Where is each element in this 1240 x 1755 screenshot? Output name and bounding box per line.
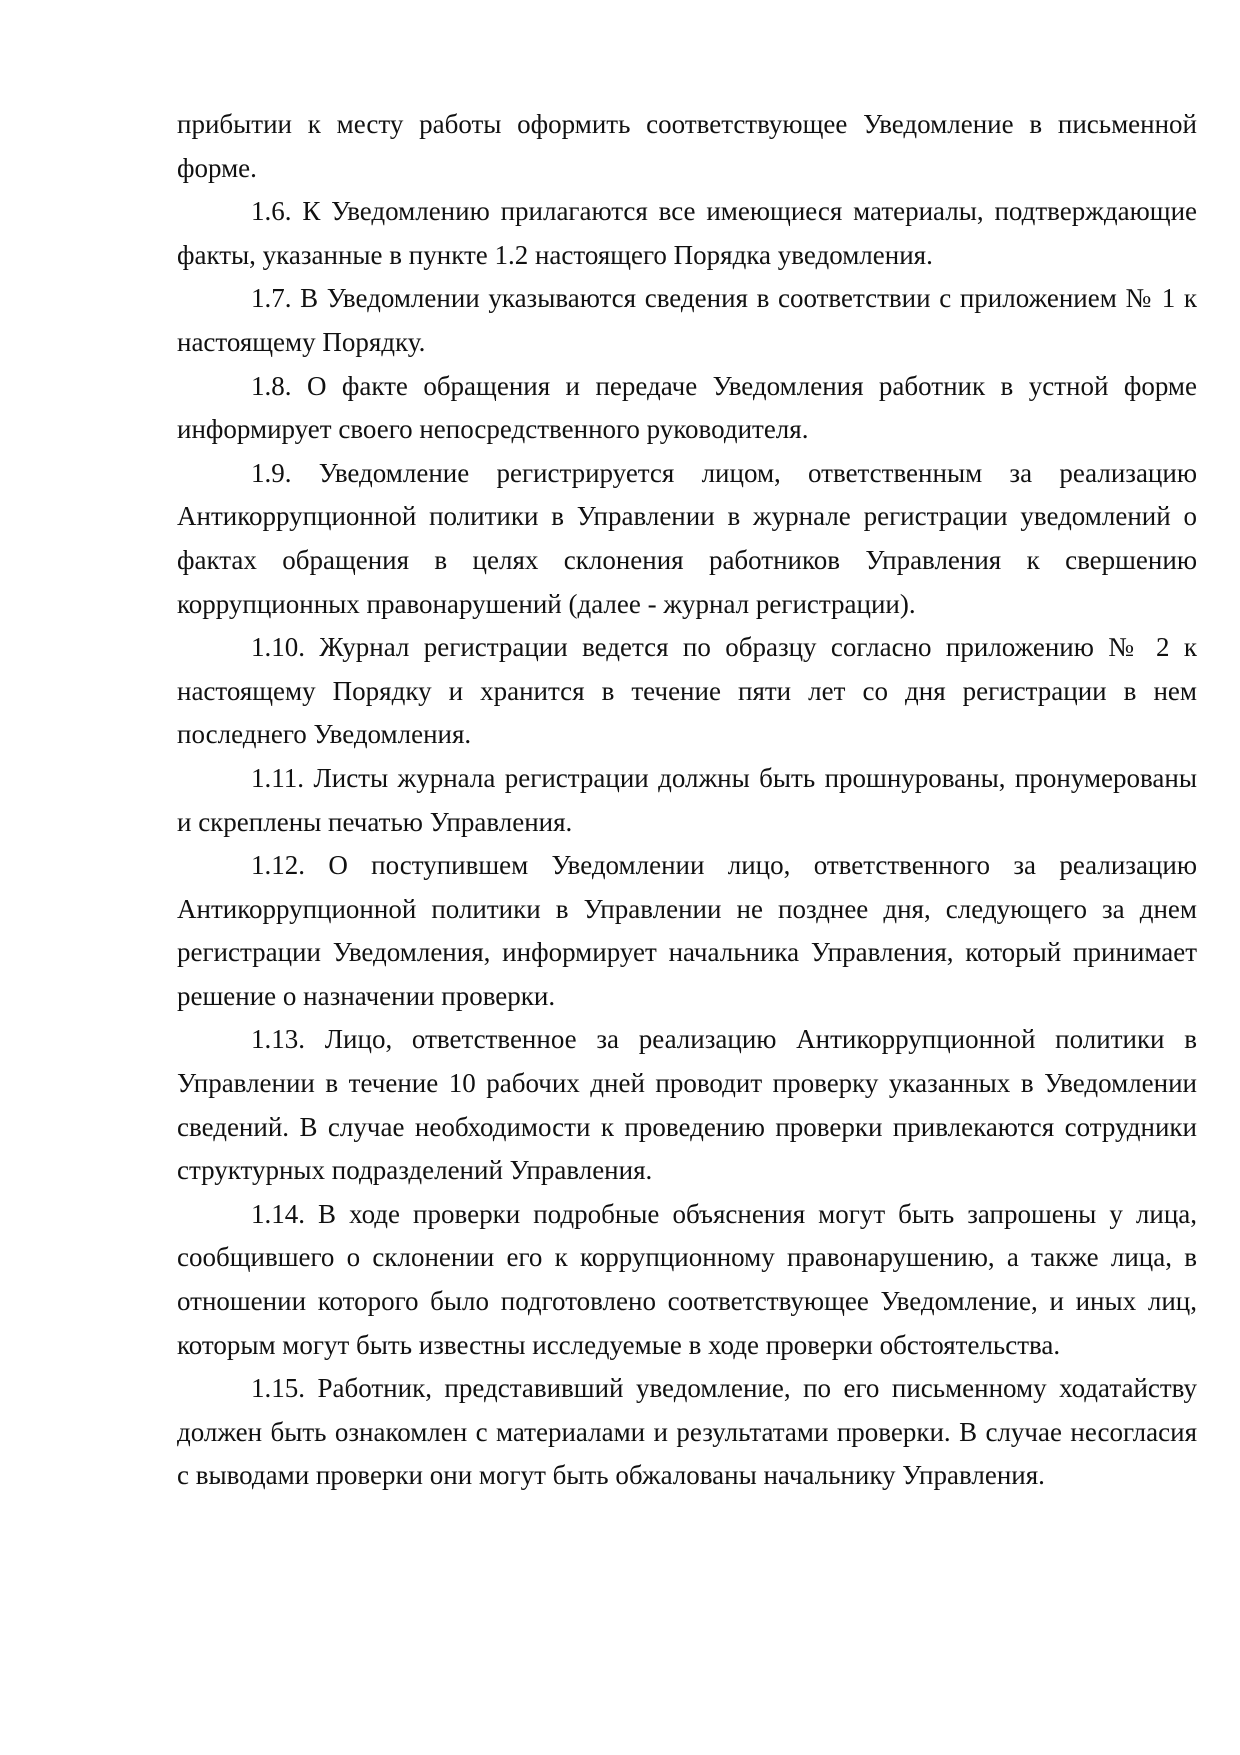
document-page bbox=[177, 103, 1197, 1498]
paragraph-text: Лицо, ответственное за реализацию Антикоррупционной политики в Управлении в течение 10 рабочих дней проводит проверку указанных в Уведомлении сведений. В случае необходимости к проведению проверки привлекаются сотрудники структурных подразделений Управления. bbox=[177, 1024, 1197, 1186]
paragraph-number: 1.13. bbox=[251, 1024, 305, 1055]
paragraph-1-10 bbox=[177, 626, 1197, 757]
paragraph-text: Работник, представивший уведомление, по его письменному ходатайству должен быть ознакомлен с материалами и результатами проверки. В случае несогласия с выводами проверки они могут быть обжалованы начальнику Управления. bbox=[177, 1373, 1198, 1491]
paragraph-1-8 bbox=[177, 365, 1197, 452]
paragraph-number: 1.12. bbox=[251, 850, 305, 881]
paragraph-number: 1.14. bbox=[251, 1198, 305, 1229]
paragraph-number: 1.9. bbox=[251, 457, 292, 488]
paragraph-number: 1.11. bbox=[251, 762, 304, 793]
paragraph-text: Листы журнала регистрации должны быть прошнурованы, пронумерованы и скреплены печатью Управления. bbox=[177, 762, 1198, 837]
paragraph-text: В ходе проверки подробные объяснения могут быть запрошены у лица, сообщившего о склонении его к коррупционному правонарушению, а также лица, в отношении которого было подготовлено соответствующее Уведомление, и иных лиц, которым могут быть известны исследуемые в ходе проверки обстоятельства. bbox=[177, 1198, 1198, 1360]
paragraph-number: 1.10. bbox=[251, 632, 305, 663]
paragraph-text: Уведомление регистрируется лицом, ответственным за реализацию Антикоррупционной политики в Управлении в журнале регистрации уведомлений о фактах обращения в целях склонения работников Управления к свершению коррупционных правонарушений (далее - журнал регистрации). bbox=[177, 457, 1198, 619]
paragraph-1-12 bbox=[177, 844, 1197, 1018]
paragraph-continuation bbox=[177, 103, 1197, 190]
paragraph-number: 1.8. bbox=[251, 370, 292, 401]
paragraph-number: 1.15. bbox=[251, 1373, 305, 1404]
paragraph-1-14 bbox=[177, 1193, 1197, 1367]
paragraph-text: О факте обращения и передаче Уведомления работник в устной форме информирует своего непосредственного руководителя. bbox=[177, 370, 1197, 445]
paragraph-1-9 bbox=[177, 452, 1197, 626]
paragraph-text: Журнал регистрации ведется по образцу согласно приложению № 2 к настоящему Порядку и хранится в течение пяти лет со дня регистрации в нем последнего Уведомления. bbox=[177, 632, 1198, 750]
paragraph-1-13 bbox=[177, 1018, 1197, 1192]
paragraph-1-11 bbox=[177, 757, 1197, 844]
paragraph-1-7 bbox=[177, 277, 1197, 364]
paragraph-text: прибытии к месту работы оформить соответствующее Уведомление в письменной форме. bbox=[177, 109, 1197, 183]
paragraph-1-15 bbox=[177, 1367, 1197, 1498]
paragraph-text: О поступившем Уведомлении лицо, ответственного за реализацию Антикоррупционной политики в Управлении не позднее дня, следующего за днем регистрации Уведомления, информирует начальника Управления, который принимает решение о назначении проверки. bbox=[177, 850, 1197, 1011]
paragraph-number: 1.7. bbox=[251, 283, 292, 314]
paragraph-number: 1.6. bbox=[251, 196, 292, 227]
paragraph-1-6 bbox=[177, 190, 1197, 277]
paragraph-text: В Уведомлении указываются сведения в соответствии с приложением № 1 к настоящему Порядку. bbox=[177, 283, 1198, 357]
paragraph-text: К Уведомлению прилагаются все имеющиеся материалы, подтверждающие факты, указанные в пункте 1.2 настоящего Порядка уведомления. bbox=[177, 196, 1198, 270]
